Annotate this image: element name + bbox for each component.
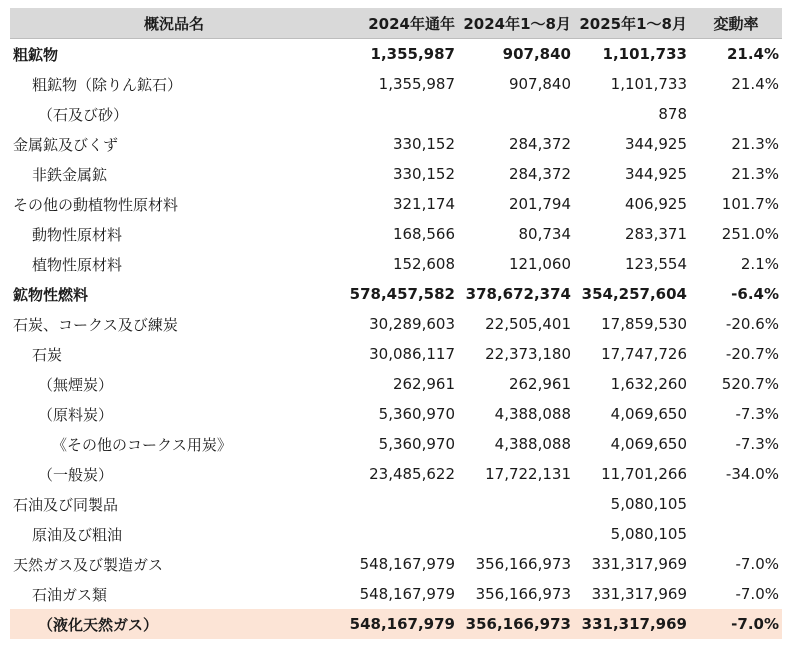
value-2025-jan-aug: 344,925: [624, 135, 687, 153]
value-2025-jan-aug: 1,632,260: [610, 375, 687, 393]
row-name: 粗鉱物（除りん鉱石）: [32, 75, 183, 94]
row-name: 原油及び粗油: [32, 525, 123, 544]
value-change: 21.3%: [731, 135, 779, 153]
header-2024-jan-aug: 2024年1～8月: [458, 8, 574, 39]
row-name: 動物性原材料: [32, 225, 123, 244]
value-2024-full: 330,152: [392, 165, 455, 183]
value-change: [690, 519, 782, 549]
value-2024-jan-aug: 17,722,131: [485, 465, 571, 483]
value-2024-full: [338, 489, 458, 519]
row-name: 金属鉱及びくず: [13, 135, 119, 154]
value-2024-full: 262,961: [392, 375, 455, 393]
table-row: [10, 129, 782, 159]
value-change: -7.3%: [735, 405, 779, 423]
header-name: 概況品名: [10, 8, 338, 39]
value-change: 520.7%: [721, 375, 779, 393]
row-name: 《その他のコークス用炭》: [52, 435, 232, 454]
row-name: （無煙炭）: [38, 375, 114, 394]
table-body: [10, 39, 782, 640]
value-2024-full: 1,355,987: [378, 75, 455, 93]
value-change: -7.3%: [735, 435, 779, 453]
value-2024-full: 578,457,582: [349, 285, 455, 303]
value-change: -7.0%: [690, 609, 782, 639]
table-row: [10, 159, 782, 189]
value-change: 21.4%: [726, 45, 779, 63]
table-row: [10, 39, 782, 70]
table-row: [10, 459, 782, 489]
header-2025-jan-aug: 2025年1～8月: [574, 8, 690, 39]
header-change: 変動率: [690, 8, 782, 39]
value-2024-jan-aug: 4,388,088: [494, 435, 571, 453]
row-name: （液化天然ガス）: [10, 609, 338, 639]
value-2025-jan-aug: 406,925: [624, 195, 687, 213]
value-change: -7.0%: [735, 555, 779, 573]
value-2024-jan-aug: [458, 99, 574, 129]
value-change: [690, 99, 782, 129]
value-change: -6.4%: [731, 285, 779, 303]
row-name: （原料炭）: [38, 405, 114, 424]
value-change: -34.0%: [725, 465, 779, 483]
value-2024-full: 1,355,987: [370, 45, 455, 63]
value-2024-full: 23,485,622: [369, 465, 455, 483]
value-2025-jan-aug: 5,080,105: [610, 525, 687, 543]
trade-table-container: [10, 8, 782, 639]
value-change: 2.1%: [740, 255, 779, 273]
value-2024-jan-aug: 22,373,180: [485, 345, 571, 363]
table-row: [10, 369, 782, 399]
value-2024-jan-aug: 284,372: [508, 135, 571, 153]
row-name: 鉱物性燃料: [13, 285, 89, 304]
value-2024-jan-aug: 907,840: [508, 75, 571, 93]
row-name: 天然ガス及び製造ガス: [13, 555, 164, 574]
value-2024-jan-aug: 378,672,374: [465, 285, 571, 303]
table-row: [10, 309, 782, 339]
value-2025-jan-aug: 4,069,650: [610, 405, 687, 423]
value-2024-jan-aug: [458, 519, 574, 549]
value-change: 21.4%: [731, 75, 779, 93]
value-2025-jan-aug: 1,101,733: [610, 75, 687, 93]
value-2025-jan-aug: 4,069,650: [610, 435, 687, 453]
value-2024-full: 5,360,970: [378, 435, 455, 453]
value-change: -7.0%: [735, 585, 779, 603]
table-row: [10, 579, 782, 609]
value-2024-jan-aug: 80,734: [518, 225, 571, 243]
row-name: その他の動植物性原材料: [13, 195, 179, 214]
table-row: [10, 69, 782, 99]
value-2024-full: 548,167,979: [359, 585, 455, 603]
table-row: [10, 249, 782, 279]
value-2024-full: [338, 519, 458, 549]
table-row: [10, 219, 782, 249]
value-2025-jan-aug: 123,554: [624, 255, 687, 273]
table-row: [10, 549, 782, 579]
value-2024-jan-aug: 356,166,973: [475, 555, 571, 573]
value-2024-full: 168,566: [392, 225, 455, 243]
row-name: 石油及び同製品: [13, 495, 119, 514]
table-row: [10, 189, 782, 219]
value-2025-jan-aug: 11,701,266: [601, 465, 687, 483]
table-row: [10, 429, 782, 459]
value-2025-jan-aug: 331,317,969: [574, 609, 690, 639]
value-2024-jan-aug: 356,166,973: [458, 609, 574, 639]
value-2024-jan-aug: 262,961: [508, 375, 571, 393]
value-2024-full: [338, 99, 458, 129]
value-2024-jan-aug: [458, 489, 574, 519]
row-name: 非鉄金属鉱: [32, 165, 108, 184]
value-2024-full: 330,152: [392, 135, 455, 153]
value-2024-full: 548,167,979: [359, 555, 455, 573]
value-change: -20.6%: [725, 315, 779, 333]
header-2024-full: 2024年通年: [338, 8, 458, 39]
value-2025-jan-aug: 17,859,530: [601, 315, 687, 333]
value-2024-full: 30,086,117: [369, 345, 455, 363]
value-2025-jan-aug: 878: [658, 105, 687, 123]
table-row: [10, 99, 782, 129]
value-2024-full: 30,289,603: [369, 315, 455, 333]
value-2025-jan-aug: 17,747,726: [601, 345, 687, 363]
value-change: -20.7%: [725, 345, 779, 363]
value-2025-jan-aug: 344,925: [624, 165, 687, 183]
table-row: [10, 399, 782, 429]
table-row: [10, 339, 782, 369]
table-row: [10, 279, 782, 309]
row-name: 植物性原材料: [32, 255, 123, 274]
value-2025-jan-aug: 331,317,969: [591, 555, 687, 573]
row-name: 粗鉱物: [13, 45, 59, 64]
value-change: 21.3%: [731, 165, 779, 183]
row-name: 石炭: [32, 345, 63, 364]
trade-table: [10, 8, 782, 639]
value-2024-jan-aug: 907,840: [502, 45, 571, 63]
value-2024-full: 548,167,979: [338, 609, 458, 639]
value-change: 251.0%: [721, 225, 779, 243]
value-2024-full: 5,360,970: [378, 405, 455, 423]
value-2024-full: 321,174: [392, 195, 455, 213]
value-2024-jan-aug: 356,166,973: [475, 585, 571, 603]
table-row-highlighted: [10, 609, 782, 639]
header-row: [10, 8, 782, 39]
table-row: [10, 489, 782, 519]
table-header: [10, 8, 782, 39]
value-2024-jan-aug: 4,388,088: [494, 405, 571, 423]
value-2025-jan-aug: 354,257,604: [581, 285, 687, 303]
value-2025-jan-aug: 5,080,105: [610, 495, 687, 513]
row-name: （一般炭）: [38, 465, 114, 484]
table-row: [10, 519, 782, 549]
value-2024-jan-aug: 201,794: [508, 195, 571, 213]
value-2024-jan-aug: 284,372: [508, 165, 571, 183]
value-change: 101.7%: [721, 195, 779, 213]
value-change: [690, 489, 782, 519]
value-2025-jan-aug: 283,371: [624, 225, 687, 243]
value-2024-jan-aug: 22,505,401: [485, 315, 571, 333]
value-2025-jan-aug: 1,101,733: [602, 45, 687, 63]
value-2024-jan-aug: 121,060: [508, 255, 571, 273]
row-name: 石油ガス類: [32, 585, 108, 604]
row-name: （石及び砂）: [38, 105, 129, 124]
value-2025-jan-aug: 331,317,969: [591, 585, 687, 603]
row-name: 石炭、コークス及び練炭: [13, 315, 178, 334]
value-2024-full: 152,608: [392, 255, 455, 273]
